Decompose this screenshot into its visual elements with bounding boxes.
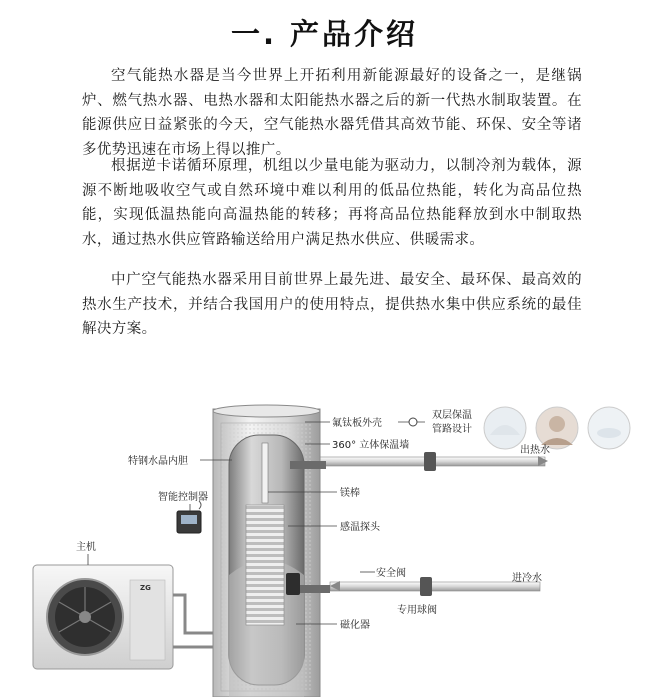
heat-exchange-coil [246, 505, 284, 625]
label-main-unit: 主机 [76, 542, 96, 553]
intro-paragraph-2: 根据逆卡诺循环原理，机组以少量电能为驱动力，以制冷剂为载体，源源不断地吸收空气或自然环境中难以利用的低品位热能，转化为高品位热能，实现低温热能向高温热能的转移；再将高品位热能释放到水中制取热水，通过热水供应管路输送给用户满足热水供应、供暖需求。 [82, 158, 582, 248]
label-magnetizer: 磁化器 [340, 620, 370, 631]
label-shell: 氟钛板外壳 [332, 418, 382, 429]
intro-paragraph-1: 空气能热水器是当今世界上开拓利用新能源最好的设备之一，是继锅炉、燃气热水器、电热水器和太阳能热水器之后的新一代热水制取装置。在能源供应日益紧张的今天，空气能热水器凭借其高效节能、环保、安全等诸多优势迅速在市场上得以推广。 [82, 68, 582, 158]
label-insulation: 360° 立体保温墙 [332, 440, 410, 451]
label-pipe-design-2: 管路设计 [432, 424, 472, 435]
page-title: 一. 产品介绍 [230, 17, 419, 51]
unit-brand: ZG [140, 584, 151, 592]
label-magnesium-rod: 镁棒 [340, 488, 360, 499]
pipe-valve [424, 452, 436, 471]
label-controller: 智能控制器 [158, 492, 208, 503]
smart-controller [177, 501, 201, 533]
intro-paragraph-3: 中广空气能热水器采用目前世界上最先进、最安全、最环保、最高效的热水生产技术，并结合我国用户的使用特点，提供热水集中供应系统的最佳解决方案。 [82, 272, 582, 337]
water-tank [213, 405, 330, 697]
label-pipe-design-1: 双层保温 [432, 410, 472, 421]
magnesium-rod [262, 443, 268, 503]
label-hot-water-out: 出热水 [520, 445, 550, 456]
label-ball-valve: 专用球阀 [397, 605, 437, 616]
main-unit [33, 565, 173, 669]
cold-water-pipe [330, 582, 540, 591]
cold-pipe-valve [420, 577, 432, 596]
lifestyle-photos [484, 407, 630, 449]
label-safety-valve: 安全阀 [376, 568, 406, 579]
label-cold-water-in: 进冷水 [512, 573, 542, 584]
label-sensor: 感温探头 [340, 522, 380, 533]
label-inner-tank: 特钢水晶内胆 [128, 456, 188, 467]
water-heater-diagram [0, 395, 649, 697]
